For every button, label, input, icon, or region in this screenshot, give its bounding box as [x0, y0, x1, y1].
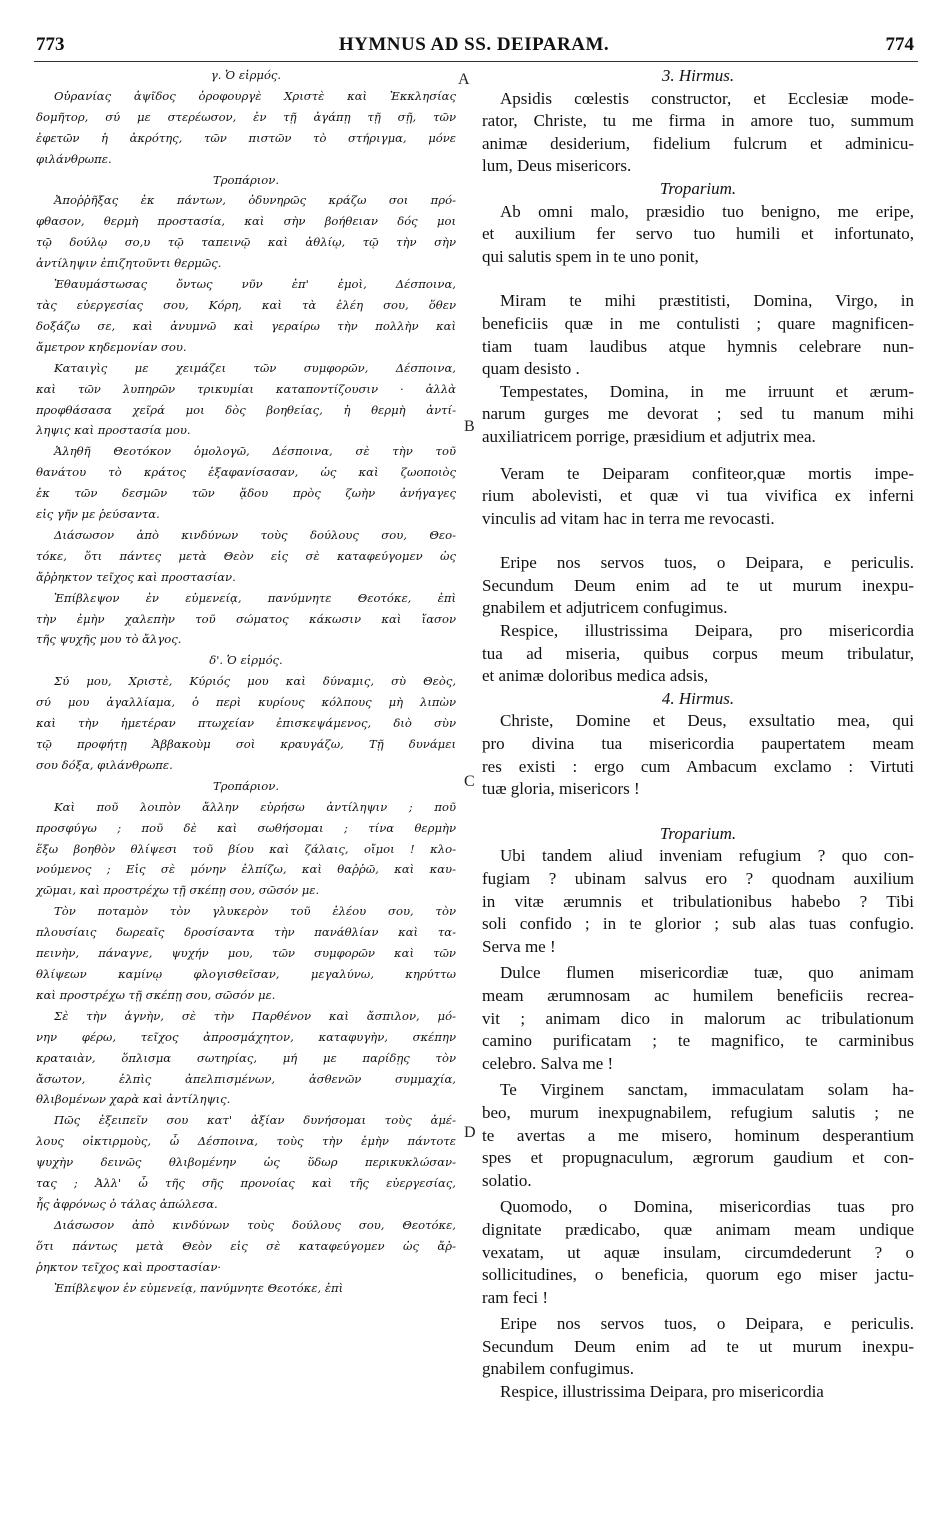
text-line: ληψις καὶ προστασία μου. — [36, 423, 191, 438]
text-line: θανάτου τὸ κράτος ἐξαφανίσασαν, ὡς καὶ ζωοποιὸς — [36, 465, 456, 480]
text-line: ἄσωτον, ἐλπὶς ἀπελπισμένων, ἀσθενῶν συμμαχία, — [36, 1071, 456, 1086]
text-line: τὴν ἐμὴν χαλεπὴν τοῦ σώματος κάκωσιν καὶ ἴασον — [36, 611, 456, 626]
text-line: προσφύγω ; ποῦ δὲ καὶ σωθήσομαι ; τίνα θερμὴν — [36, 820, 456, 835]
margin-marker-c: C — [464, 773, 475, 790]
text-line: καὶ τῶν λυπηρῶν τρικυμίαι καταποντίζουσιν · ἀλλὰ — [36, 381, 456, 396]
latin-paragraph-p7 — [482, 620, 914, 688]
text-line: Troparium. — [659, 178, 737, 198]
text-line: vit ; animam dico in malorum ac tribulationum — [482, 1008, 914, 1028]
text-line: gnabilem et adjutricem confugimus. — [482, 598, 728, 618]
text-line: Veram te Deiparam confiteor,quæ mortis impe- — [500, 463, 914, 483]
text-line: tua ad miseria, quibus corpus meum tribulatur, — [482, 643, 914, 663]
margin-marker-b: B — [464, 418, 475, 435]
greek-paragraph-p7 — [36, 588, 456, 651]
text-line: νούμενος ; Εἰς σὲ μόνην ἐλπίζω, καὶ θαῤῥῶ, καὶ καυ- — [36, 862, 456, 877]
text-line: res existi : ergo cum Ambacum exclamo : Virtuti — [482, 756, 914, 776]
latin-paragraph-p10 — [482, 962, 914, 1075]
text-line: qui salutis spem in te uno ponit, — [482, 246, 699, 266]
greek-column — [36, 65, 456, 1298]
text-line: σου δόξα, φιλάνθρωπε. — [36, 757, 173, 772]
greek-paragraph-p2 — [36, 190, 456, 274]
text-line: Dulce flumen misericordiæ tuæ, quo animam — [500, 963, 914, 983]
spacer — [482, 801, 914, 823]
text-line: Quomodo, o Domina, misericordias tuas pro — [500, 1197, 914, 1217]
text-line: ἄῤῥηκτον τεῖχος καὶ προστασίαν. — [36, 569, 236, 584]
text-line: narum gurges me devorat ; sed tu manum mihi — [482, 404, 914, 424]
header-rule — [34, 61, 918, 62]
margin-marker-a: A — [458, 71, 470, 88]
latin-paragraph-p9 — [482, 845, 914, 958]
text-line: πεινὴν, πάναγνε, ψυχήν μου, τῶν συμφορῶν καὶ τῶν — [36, 946, 456, 961]
text-line: Ubi tandem aliud inveniam refugium ? quo con- — [500, 846, 914, 866]
text-line: γ. Ὁ εἱρμός. — [210, 68, 282, 82]
latin-heading-h4 — [482, 688, 914, 711]
greek-paragraph-p11 — [36, 1006, 456, 1111]
latin-paragraph-p6 — [482, 552, 914, 620]
latin-paragraph-p1 — [482, 88, 914, 178]
latin-paragraph-p11 — [482, 1079, 914, 1192]
text-line: Respice, illustrissima Deipara, pro misericordia — [500, 1382, 824, 1402]
text-line: τας ; Ἀλλ' ὦ τῆς σῆς προνοίας καὶ τῆς εὐεργεσίας, — [36, 1176, 456, 1191]
greek-paragraph-p10 — [36, 901, 456, 1006]
text-line: φιλάνθρωπε. — [36, 151, 112, 166]
text-line: καὶ προστρέχω τῇ σκέπῃ σου, σῶσόν με. — [36, 987, 276, 1002]
text-line: beo, murum inexpugnabilem, refugium salutis ; ne — [482, 1102, 914, 1122]
text-line: Ἐπίβλεψον ἐν εὐμενείᾳ, πανύμνητε Θεοτόκε, ἐπὶ — [54, 1280, 344, 1295]
text-line: meam ærumnosam ac humilem beneficiis recrea- — [482, 985, 914, 1005]
running-title: HYMNUS AD SS. DEIPARAM. — [338, 34, 610, 55]
text-line: ram feci ! — [482, 1287, 549, 1307]
text-line: Eripe nos servos tuos, o Deipara, e periculis. — [500, 1314, 914, 1334]
latin-paragraph-p13 — [482, 1313, 914, 1381]
page-number-right: 774 — [885, 34, 914, 55]
text-line: Ἀληθῆ Θεοτόκον ὁμολογῶ, Δέσποινα, σὲ τὴν τοῦ — [54, 444, 456, 459]
text-line: quam desisto . — [482, 359, 580, 379]
text-line: fugiam ? ubinam salvus ero ? quodnam auxilium — [482, 869, 914, 888]
text-line: rium abolevisti, et quæ vi tua vivifica ex inferni — [482, 486, 914, 506]
text-line: Ἀποῤῥῆξας ἐκ πάντων, ὀδυνηρῶς κράζω σοι πρό- — [54, 193, 456, 208]
text-line: pro divina tua misericordia paupertatem meam — [482, 734, 914, 754]
text-line: Troparium. — [659, 823, 737, 843]
greek-paragraph-p12 — [36, 1110, 456, 1215]
text-line: 4. Hirmus. — [661, 688, 735, 708]
text-line: Te Virginem sanctam, immaculatam solam ha- — [500, 1080, 914, 1100]
text-line: Ab omni malo, præsidio tuo benigno, me eripe, — [500, 201, 914, 221]
spacer — [482, 268, 914, 290]
text-line: ἧς ἀφρόνως ὁ τάλας ἀπώλεσα. — [36, 1196, 218, 1211]
text-line: Πῶς ἐξειπεῖν σου κατ' ἀξίαν δυνήσομαι τοὺς ἀμέ- — [54, 1113, 456, 1128]
text-line: τῷ δούλῳ σο,υ τῷ ταπεινῷ καὶ ἀθλίῳ, τῷ τὴν σὴν — [36, 235, 456, 250]
latin-heading-h3 — [482, 65, 914, 88]
text-line: tuæ gloria, misericors ! — [482, 779, 640, 799]
text-line: beneficiis quæ in me contulisti ; quare magnificen- — [482, 313, 914, 333]
text-line: ἕξω βοηθὸν θλίψεσι τοῦ βίου καὶ ζάλαις, οἴμοι ! κλο- — [36, 841, 456, 856]
text-line: ῥηκτον τεῖχος καὶ προστασίαν· — [36, 1259, 222, 1274]
text-line: 3. Hirmus. — [661, 66, 735, 85]
text-line: Τροπάριον. — [212, 172, 280, 187]
text-line: φθασον, θερμὴ προστασία, καὶ σὴν βοήθειαν δός μοι — [36, 214, 456, 229]
greek-heading-h3 — [36, 65, 456, 86]
greek-paragraph-p4 — [36, 358, 456, 442]
text-line: ψυχὴν δεινῶς θλιβομένην ὡς ὕδωρ περικυκλώσαν- — [36, 1155, 456, 1170]
text-line: Σύ μου, Χριστὲ, Κύριός μου καὶ δύναμις, σὺ Θεὸς, — [54, 674, 456, 689]
text-line: Serva me ! — [482, 936, 556, 956]
greek-paragraph-p5 — [36, 441, 456, 525]
text-line: Secundum Deum enim ad te ut murum inexpu- — [482, 575, 914, 595]
text-line: in vitæ ærumnis et tribulationibus habebo ? Tibi — [482, 891, 914, 911]
text-line: δοξάζω σε, καὶ ἀνυμνῶ καὶ γεραίρω τὴν πολλὴν καὶ — [36, 318, 456, 333]
greek-heading-t3 — [36, 170, 456, 191]
text-line: Καὶ ποῦ λοιπὸν ἄλλην εὑρήσω ἀντίληψιν ; ποῦ — [54, 799, 456, 814]
text-line: rator, Christe, tu me firma in amore tuo, summum — [482, 111, 914, 131]
text-line: spes et propugnaculum, ægrorum gaudium et con- — [482, 1148, 914, 1168]
text-line: vexatam, ut aquæ insulam, circumdederunt ? o — [482, 1242, 914, 1262]
text-line: Miram te mihi præstitisti, Domina, Virgo, in — [500, 291, 914, 311]
latin-paragraph-p12 — [482, 1196, 914, 1309]
greek-paragraph-p1 — [36, 86, 456, 170]
latin-paragraph-p4 — [482, 381, 914, 449]
spacer — [482, 449, 914, 463]
text-line: νην φέρω, τεῖχος ἀπροσμάχητον, καταφυγὴν, σκέπην — [36, 1029, 456, 1044]
latin-paragraph-p14 — [482, 1381, 914, 1404]
text-line: σύ μου ἀγαλλίαμα, ὁ περὶ κυρίους κόλπους μὴ λιπὼν — [36, 695, 456, 710]
text-line: camino purificatam ; te magnifico, te carminibus — [482, 1031, 914, 1051]
latin-paragraph-p2 — [482, 201, 914, 269]
text-line: εἰς γῆν με ῥεύσαντα. — [36, 507, 160, 522]
text-line: sollicitudines, o beneficia, quorum ego miser jactu- — [482, 1265, 914, 1285]
text-line: soli confido ; in te glorior ; sub alas tuas confugio. — [482, 914, 914, 934]
text-line: προφθάσασα χεῖρά μοι δὸς βοηθείας, ἡ θερμὴ ἀντί- — [36, 402, 456, 417]
greek-heading-t4 — [36, 776, 456, 797]
text-line: ἄμετρον κηδεμονίαν σου. — [36, 339, 187, 354]
greek-heading-h4 — [36, 650, 456, 671]
text-line: ἐφετῶν ἡ ἀκρότης, τῶν πιστῶν τὸ στήριγμα, μόνε — [36, 130, 456, 145]
text-line: te avertas a me misero, hominum desperantium — [482, 1125, 914, 1145]
greek-paragraph-p9 — [36, 797, 456, 902]
text-line: Ἐθαυμάστωσας ὄντως νῦν ἐπ' ἐμοὶ, Δέσποινα, — [54, 277, 456, 292]
text-line: ἐκ τῶν δεσμῶν τῶν ᾅδου πρὸς ζωὴν ἀνήγαγες — [36, 486, 456, 501]
text-line: Καταιγὶς με χειμάζει τῶν συμφορῶν, Δέσποινα, — [54, 360, 456, 375]
latin-paragraph-p3 — [482, 290, 914, 380]
text-line: Διάσωσον ἀπὸ κινδύνων τοὺς δούλους σου, Θεο- — [54, 527, 456, 542]
latin-heading-t3 — [482, 178, 914, 201]
text-line: tiam tuam laudibus atque hymnis celebrare nun- — [482, 336, 914, 356]
text-line: ὅτι πάντως μετὰ Θεὸν εἰς σὲ καταφεύγομεν ὡς ἄῤ- — [36, 1238, 456, 1253]
text-line: gnabilem confugimus. — [482, 1359, 635, 1379]
text-line: Apsidis cœlestis constructor, et Ecclesiæ mode- — [500, 88, 914, 108]
text-line: δομῆτορ, σύ με στερέωσον, ἐν τῇ ἀγάπῃ τῇ σῇ, τῶν — [36, 109, 456, 124]
text-line: Τὸν ποταμὸν τὸν γλυκερὸν τοῦ ἐλέου σου, τὸν — [54, 904, 456, 919]
text-line: καὶ τὴν ἡμετέραν πτωχείαν ἐπισκεψάμενος, διὸ σὺν — [36, 716, 456, 731]
latin-paragraph-p8 — [482, 710, 914, 800]
text-line: τόκε, ὅτι πάντες μετὰ Θεὸν εἰς σὲ καταφεύγομεν ὡς — [36, 548, 456, 563]
text-line: Σὲ τὴν ἁγνὴν, σὲ τὴν Παρθένον καὶ ἄσπιλον, μό- — [54, 1008, 456, 1023]
spacer — [482, 530, 914, 552]
text-line: Οὐρανίας ἁψῖδος ὀροφουργὲ Χριστὲ καὶ Ἐκκλησίας — [54, 88, 456, 103]
greek-paragraph-p3 — [36, 274, 456, 358]
text-line: δ'. Ὁ εἱρμός. — [209, 653, 283, 668]
text-line: Tempestates, Domina, in me irruunt et ærum- — [500, 381, 914, 401]
text-line: dignitate prædicabo, quæ animam meam undique — [482, 1219, 914, 1239]
text-line: χῶμαι, καὶ προστρέχω τῇ σκέπῃ σου, σῶσόν με. — [36, 883, 320, 898]
text-line: solatio. — [482, 1170, 532, 1190]
greek-paragraph-p8 — [36, 671, 456, 776]
text-line: Ἐπίβλεψον ἐν εὐμενείᾳ, πανύμνητε Θεοτόκε, ἐπὶ — [54, 590, 456, 605]
text-line: τῷ προφήτῃ Ἀββακοὺμ σοὶ κραυγάζω, Τῇ δυνάμει — [36, 737, 456, 751]
text-line: ἀντίληψιν ἐπιζητοῦντι θερμῶς. — [36, 256, 222, 271]
latin-paragraph-p5 — [482, 463, 914, 531]
text-line: πλουσίαις δωρεαῖς δροσίσαντα τὴν πανάθλίαν καὶ τα- — [36, 925, 456, 940]
text-line: Secundum Deum enim ad te ut murum inexpu- — [482, 1336, 914, 1356]
text-line: Τροπάριον. — [212, 778, 280, 793]
text-line: Διάσωσον ἀπὸ κινδύνων τοὺς δούλους σου, Θεοτόκε, — [54, 1217, 456, 1232]
text-line: et auxilium fer servo tuo humili et infortunato, — [482, 224, 914, 244]
text-line: θλίψεων καμίνῳ φλογισθεῖσαν, μεγαλύνω, κηρύττω — [36, 966, 456, 981]
text-line: λους οἰκτιρμοὺς, ὦ Δέσποινα, τοὺς τὴν ἐμὴν πάντοτε — [36, 1134, 456, 1149]
greek-paragraph-p6 — [36, 525, 456, 588]
text-line: Eripe nos servos tuos, o Deipara, e periculis. — [500, 553, 914, 573]
latin-heading-t4 — [482, 823, 914, 846]
latin-column — [482, 65, 914, 1404]
text-line: lum, Deus misericors. — [482, 156, 632, 176]
text-line: τὰς εὐεργεσίας σου, Κόρη, καὶ τὰ ἐλέη σου, ὅθεν — [36, 297, 456, 312]
text-line: et animæ doloribus medica adsis, — [482, 666, 709, 686]
page-number-left: 773 — [36, 34, 65, 55]
text-line: auxiliatricem porrige, præsidium et adjutrix mea. — [482, 426, 816, 446]
text-line: τῆς ψυχῆς μου τὸ ἄλγος. — [36, 632, 182, 647]
text-line: θλιβομένων χαρὰ καὶ ἀντίληψις. — [36, 1092, 231, 1107]
text-line: Christe, Domine et Deus, exsultatio mea, qui — [500, 711, 914, 731]
page-header — [30, 26, 918, 60]
margin-marker-d: D — [464, 1124, 476, 1141]
text-line: vinculis ad vitam hac in terra me revocasti. — [482, 508, 775, 528]
text-line: celebro. Salva me ! — [482, 1053, 614, 1073]
text-line: animæ desiderium, fidelium fulcrum et adminicu- — [482, 133, 914, 153]
greek-paragraph-p14 — [36, 1278, 456, 1299]
text-line: Respice, illustrissima Deipara, pro misericordia — [500, 621, 914, 641]
text-line: κραταιὰν, ὅπλισμα σωτηρίας, μή με παρίδῃς τὸν — [36, 1050, 456, 1065]
greek-paragraph-p13 — [36, 1215, 456, 1278]
